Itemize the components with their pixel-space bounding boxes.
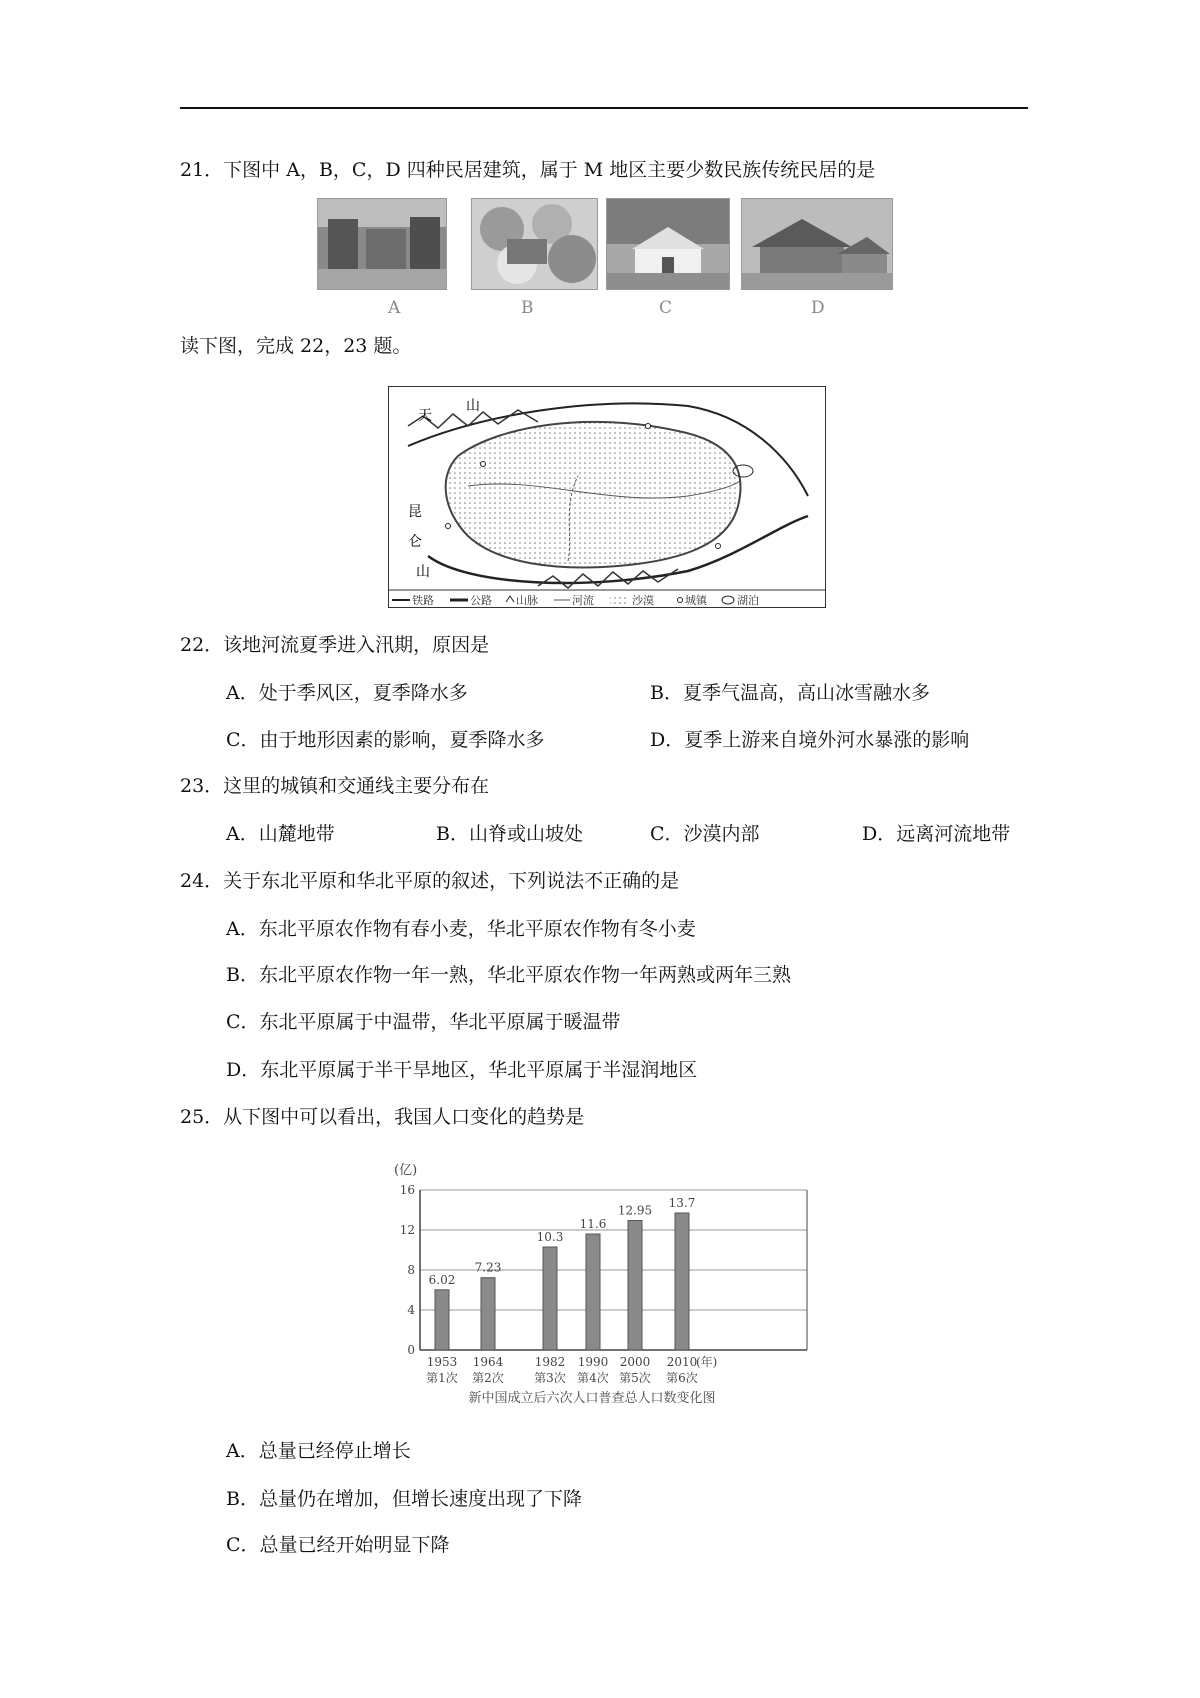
bar-2000 [628, 1221, 642, 1351]
data-label-2010: 13.7 [668, 1196, 696, 1210]
q23-option-d: D．远离河流地带 [862, 823, 1011, 845]
legend-highway: 公路 [470, 594, 492, 607]
legend-town: 城镇 [685, 594, 707, 607]
q25-stem: 25．从下图中可以看出，我国人口变化的趋势是 [180, 1106, 585, 1128]
x-tick-label-1982: 1982 [534, 1355, 566, 1369]
legend-lake: 湖泊 [737, 594, 759, 607]
q25-option-c: C．总量已经开始明显下降 [226, 1534, 450, 1556]
q22-option-b: B．夏季气温高，高山冰雪融水多 [650, 682, 930, 704]
q23-option-c: C．沙漠内部 [650, 823, 760, 845]
map-label-shan: 山 [466, 398, 480, 414]
census-label-2010: 第6次 [666, 1371, 698, 1385]
census-label-1953: 第1次 [426, 1371, 458, 1385]
bar-2010 [675, 1213, 689, 1350]
x-tick-label-1953: 1953 [426, 1355, 458, 1369]
y-tick-label: 16 [399, 1183, 415, 1197]
population-census-chart [392, 1160, 820, 1410]
dwelling-photo-b [471, 198, 598, 290]
q25-option-b: B．总量仍在增加，但增长速度出现了下降 [226, 1488, 582, 1510]
y-tick-label: 12 [399, 1223, 415, 1237]
q23-option-a: A．山麓地带 [226, 823, 335, 845]
q24-stem: 24．关于东北平原和华北平原的叙述，下列说法不正确的是 [180, 870, 680, 892]
legend-river: 河流 [572, 594, 594, 607]
q23-option-b: B．山脊或山坡处 [436, 823, 583, 845]
y-tick-label: 4 [407, 1303, 415, 1317]
dwelling-photo-a [317, 198, 447, 290]
x-tick-label-1964: 1964 [472, 1355, 504, 1369]
census-label-1990: 第4次 [577, 1371, 609, 1385]
q22-stem: 22．该地河流夏季进入汛期，原因是 [180, 634, 490, 656]
x-tick-label-2010: 2010 [666, 1355, 698, 1369]
data-label-1982: 10.3 [536, 1230, 564, 1244]
bar-1982 [543, 1247, 557, 1350]
q24-option-c: C．东北平原属于中温带，华北平原属于暖温带 [226, 1011, 621, 1033]
q22-option-c: C．由于地形因素的影响，夏季降水多 [226, 729, 545, 751]
photo-label-d: D [811, 298, 825, 318]
y-axis-unit: (亿) [394, 1163, 418, 1178]
map-label-shan2: 山 [416, 564, 430, 580]
dwelling-photo-c [606, 198, 730, 290]
q24-option-a: A．东北平原农作物有春小麦，华北平原农作物有冬小麦 [226, 918, 696, 940]
dwelling-photo-d [741, 198, 893, 290]
y-tick-label: 8 [407, 1263, 415, 1277]
chart-title: 新中国成立后六次人口普查总人口数变化图 [468, 1391, 716, 1406]
map-label-kun: 昆 [408, 504, 422, 520]
census-label-1964: 第2次 [472, 1371, 504, 1385]
data-label-1964: 7.23 [474, 1260, 502, 1275]
data-label-1953: 6.02 [428, 1272, 456, 1287]
intro-22-23: 读下图，完成 22，23 题。 [180, 335, 412, 357]
y-tick-label: 0 [407, 1343, 415, 1357]
q21-stem: 21．下图中 A，B，C，D 四种民居建筑，属于 M 地区主要少数民族传统民居的是 [180, 159, 876, 181]
census-label-2000: 第5次 [619, 1371, 651, 1385]
q25-option-a: A．总量已经停止增长 [226, 1440, 411, 1462]
legend-railway: 铁路 [412, 594, 434, 607]
census-label-1982: 第3次 [534, 1371, 566, 1385]
x-tick-label-1990: 1990 [577, 1355, 609, 1369]
x-tick-label-2000: 2000 [619, 1355, 651, 1369]
bar-1990 [586, 1234, 600, 1350]
data-label-1990: 11.6 [579, 1217, 607, 1231]
header-rule [180, 107, 1028, 109]
q22-option-d: D．夏季上游来自境外河水暴涨的影响 [650, 729, 970, 751]
legend-desert: 沙漠 [632, 594, 654, 607]
legend-mountain: 山脉 [516, 594, 538, 607]
data-label-2000: 12.95 [617, 1203, 653, 1218]
bar-1964 [481, 1278, 495, 1350]
q24-option-b: B．东北平原农作物一年一熟，华北平原农作物一年两熟或两年三熟 [226, 964, 791, 986]
x-axis-unit: (年) [696, 1355, 718, 1369]
bar-1953 [435, 1290, 449, 1350]
photo-label-a: A [388, 298, 401, 318]
photo-label-c: C [659, 298, 673, 318]
map-label-lun: 仑 [408, 534, 422, 550]
map-label-tian: 天 [418, 408, 432, 424]
photo-label-b: B [521, 298, 534, 318]
q23-stem: 23．这里的城镇和交通线主要分布在 [180, 775, 490, 797]
q22-option-a: A．处于季风区，夏季降水多 [226, 682, 468, 704]
tarim-basin-map [388, 386, 826, 608]
q24-option-d: D．东北平原属于半干旱地区，华北平原属于半湿润地区 [226, 1059, 698, 1081]
